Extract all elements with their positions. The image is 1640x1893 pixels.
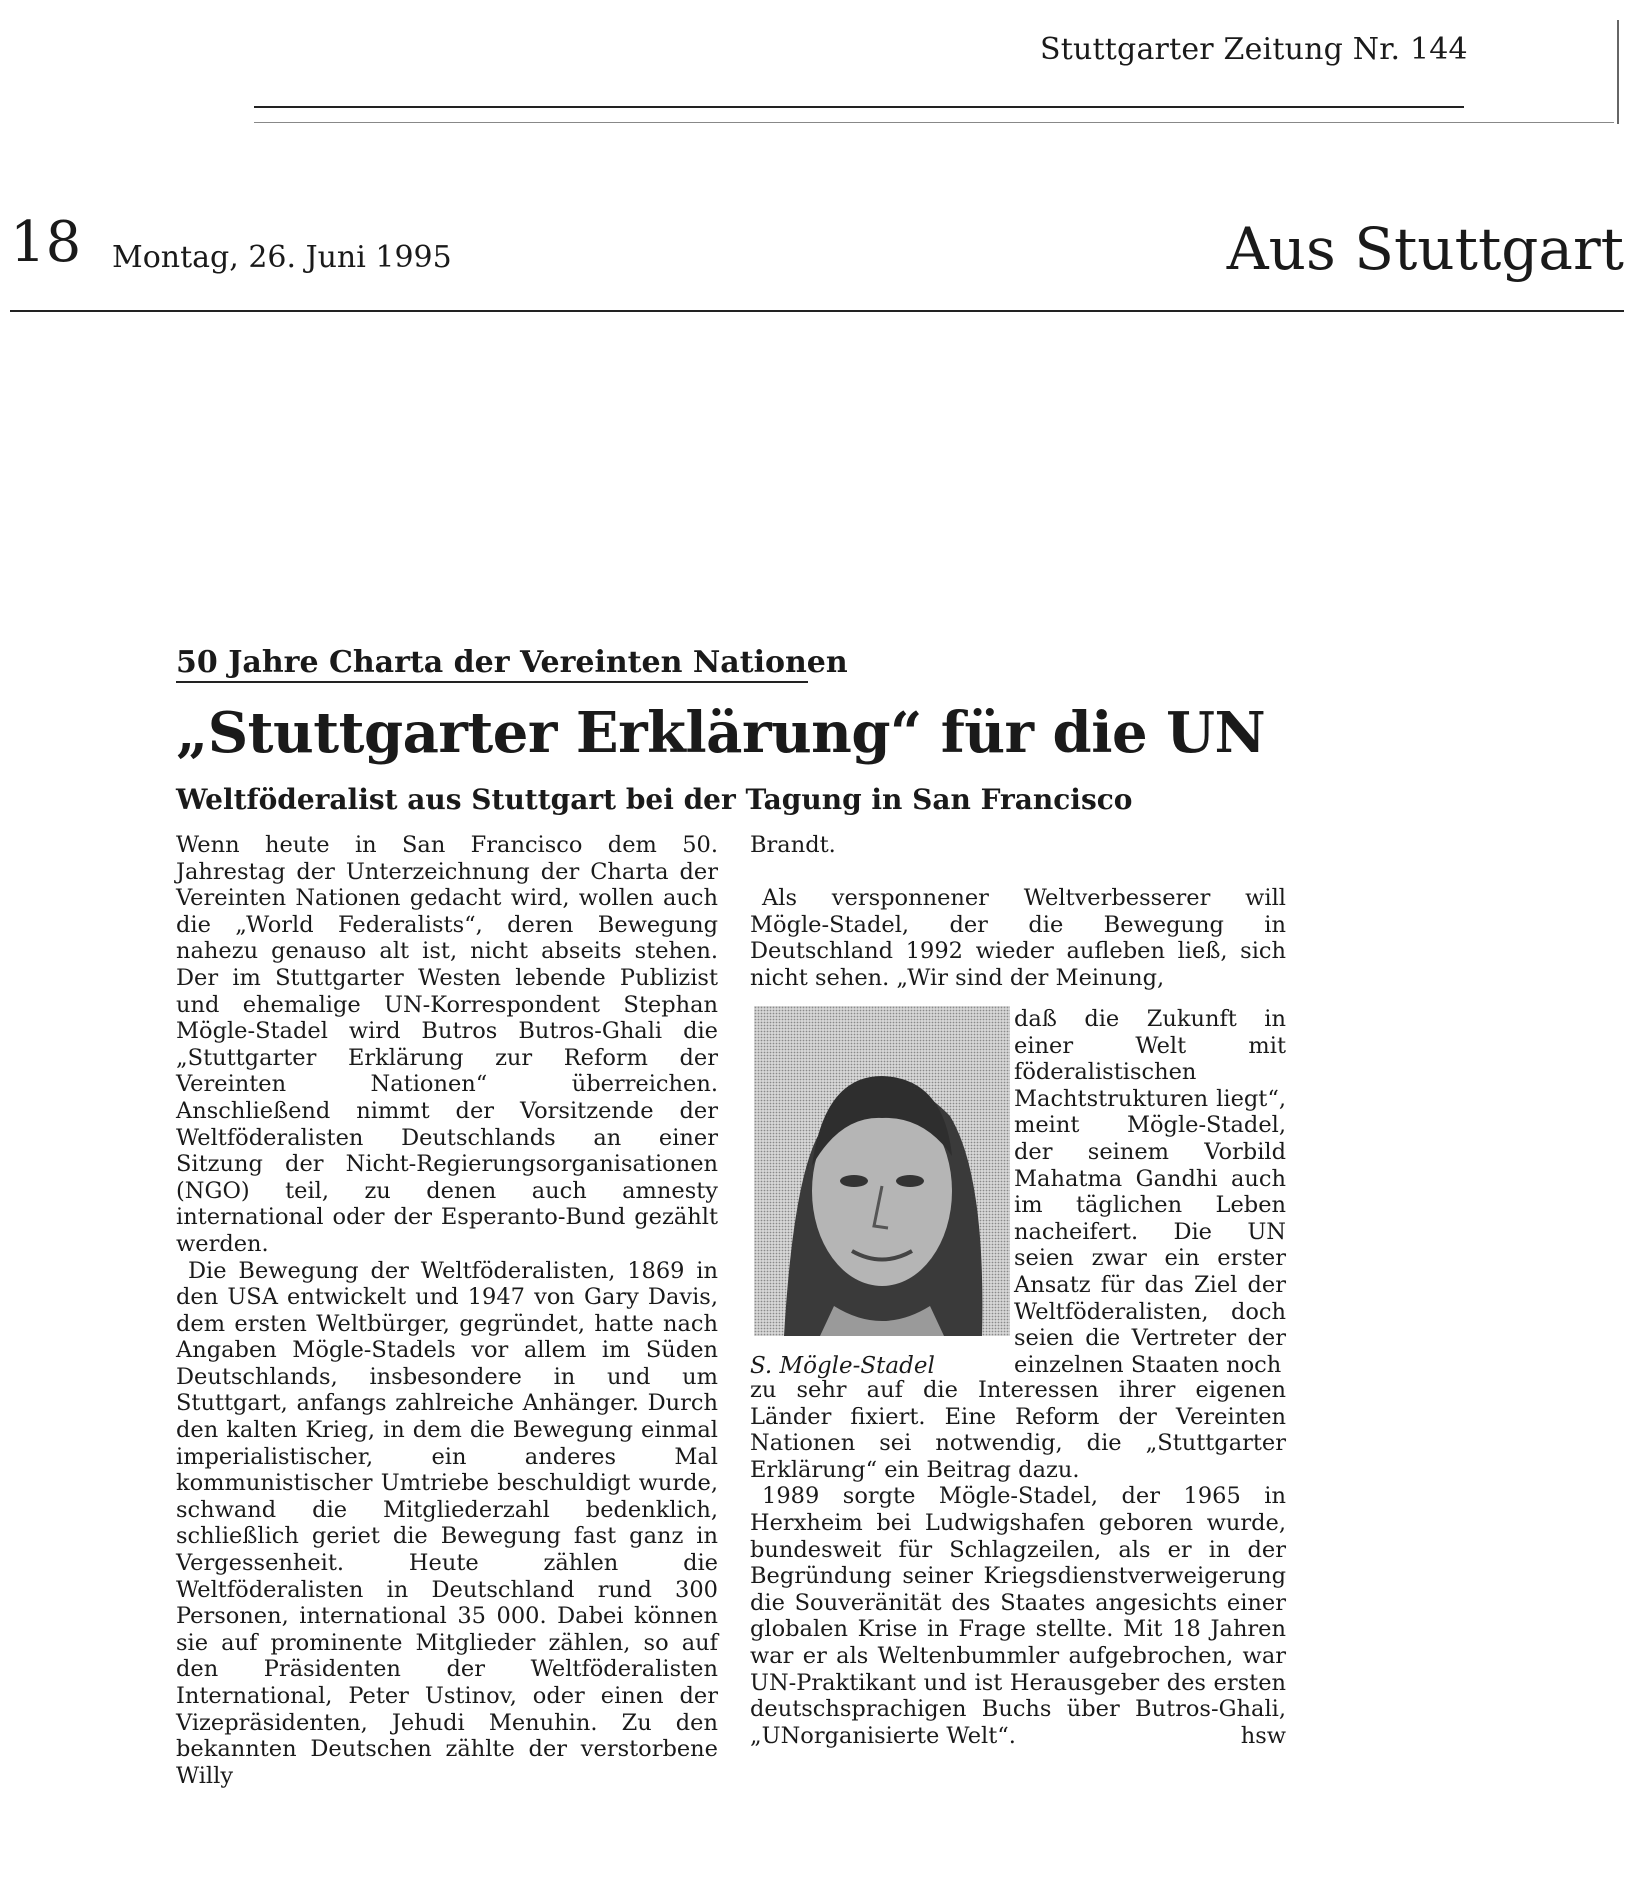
section-rule (10, 310, 1624, 312)
masthead-rule-thin (254, 122, 1614, 123)
photo-caption: S. Mögle-Stadel (750, 1353, 935, 1379)
paragraph (750, 1483, 1286, 1749)
newspaper-name: Stuttgarter Zeitung Nr. 144 (1040, 32, 1468, 67)
paragraph-continuation: Brandt. (750, 832, 836, 858)
paragraph: Als versponnener Weltverbesserer will Mögle-Stadel, der die Bewegung in Deutschland 1992 wieder aufleben ließ, sich nicht sehen. „Wir sind der Meinung, (750, 885, 1286, 991)
issue-date: Montag, 26. Juni 1995 (112, 240, 452, 275)
paragraph-text: 1989 sorgte Mögle-Stadel, der 1965 in Herxheim bei Ludwigshafen geboren wurde, bundesweit für Schlagzeilen, als er in der Begründung seiner Kriegsdienstverweigerung die Souveränität des Staates angesichts einer globalen Krise in Frage stellte. Mit 18 Jahren war er als Weltenbummler aufgebrochen, war UN-Praktikant und ist Herausgeber des ersten deutschsprachigen Buchs über Butros-Ghali, „UNorganisierte Welt“. (750, 1483, 1286, 1749)
article-column-right-top (750, 832, 1286, 992)
masthead-rule (254, 106, 1464, 108)
page-number: 18 (10, 210, 82, 275)
paragraph-wrap: daß die Zukunft in einer Welt mit föderalistischen Machtstrukturen liegt“, meint Mögle-Stadel, der seinem Vorbild Mahatma Gandhi auch im täglichen Leben nacheifert. Die UN seien zwar ein erster Ansatz für das Ziel der Weltföderalisten, doch seien die Vertreter der einzelnen Staaten noch (1014, 1006, 1286, 1378)
paragraph: Wenn heute in San Francisco dem 50. Jahrestag der Unterzeichnung der Charta der Vereinten Nationen gedacht wird, wollen auch die „World Federalists“, deren Bewegung nahezu genauso alt ist, nicht abseits stehen. Der im Stuttgarter Westen lebende Publizist und ehemalige UN-Korrespondent Stephan Mögle-Stadel wird Butros Butros-Ghali die „Stuttgarter Erklärung zur Reform der Vereinten Nationen“ überreichen. Anschließend nimmt der Vorsitzende der Weltföderalisten Deutschlands an einer Sitzung der Nicht-Regierungsorganisationen (NGO) teil, zu denen auch amnesty international oder der Esperanto-Bund gezählt werden. (176, 832, 718, 1257)
article-column-right-wrap (1014, 1006, 1286, 1378)
author-tag: hsw (1240, 1722, 1286, 1749)
paragraph: Die Bewegung der Weltföderalisten, 1869 in den USA entwickelt und 1947 von Gary Davis, dem ersten Weltbürger, gegründet, hatte nach Angaben Mögle-Stadels vor allem im Süden Deutschlands, insbesondere in und um Stuttgart, anfangs zahlreiche Anhänger. Durch den kalten Krieg, in dem die Bewegung einmal imperialistischer, ein anderes Mal kommunistischer Umtriebe beschuldigt wurde, schwand die Mitgliederzahl bedenklich, schließlich geriet die Bewegung fast ganz in Vergessenheit. Heute zählen die Weltföderalisten in Deutschland rund 300 Personen, international 35 000. Dabei können sie auf prominente Mitglieder zählen, so auf den Präsidenten der Weltföderalisten International, Peter Ustinov, oder einen der Vizepräsidenten, Jehudi Menuhin. Zu den bekannten Deutschen zählte der verstorbene Willy (176, 1257, 718, 1789)
article-subheadline: Weltföderalist aus Stuttgart bei der Tagung in San Francisco (176, 783, 1133, 816)
paragraph-spacer (750, 859, 1286, 886)
page-edge-line (1617, 20, 1619, 124)
kicker-underline (176, 681, 808, 683)
article-headline: „Stuttgarter Erklärung“ für die UN (176, 700, 1266, 766)
paragraph-continuation: zu sehr auf die Interessen ihrer eigenen Länder fixiert. Eine Reform der Vereinten Nationen sei notwendig, die „Stuttgarter Erklärung“ ein Beitrag dazu. (750, 1377, 1286, 1483)
article-kicker: 50 Jahre Charta der Vereinten Nationen (176, 645, 848, 680)
portrait-image (754, 1006, 1010, 1336)
section-title: Aus Stuttgart (1226, 215, 1624, 283)
article-column-right-bottom (750, 1377, 1286, 1749)
article-column-left (176, 832, 718, 1789)
portrait-photo (754, 1006, 1010, 1336)
